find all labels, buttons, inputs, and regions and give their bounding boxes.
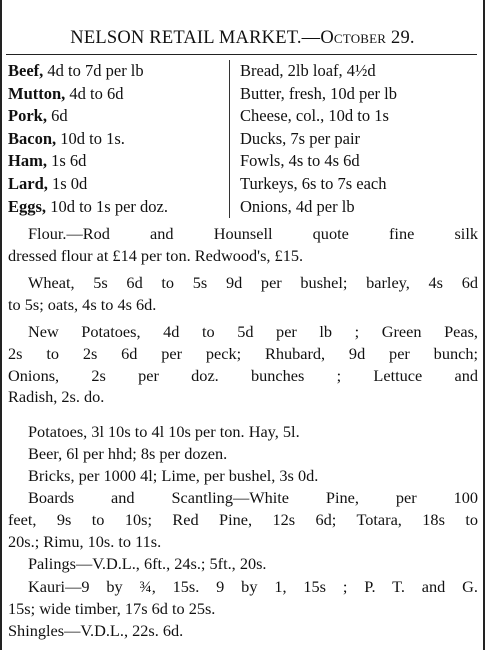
price-row — [8, 105, 397, 128]
paragraph-potatoes — [8, 421, 478, 443]
paragraph-line: New Potatoes, 4d to 5d per lb ; Green Peas, — [28, 322, 478, 341]
right-item: Butter, fresh, 10d per lb — [229, 83, 397, 106]
left-item-name: Mutton, — [8, 83, 66, 103]
left-item-name: Lard, — [8, 173, 48, 193]
paragraph-line: Bricks, per 1000 4l; Lime, per bushel, 3s 0d. — [28, 466, 319, 485]
left-item-name: Eggs, — [8, 196, 47, 216]
price-row — [8, 196, 397, 219]
left-item-price: 4d to 7d per lb — [43, 61, 144, 80]
price-row — [8, 60, 397, 83]
paragraph-vegetables — [8, 321, 478, 408]
paragraph-wheat — [8, 272, 478, 316]
paragraph-line: 2s to 2s 6d per peck; Rhubard, 9d per bunch; — [8, 343, 478, 363]
left-item-price: 10d to 1s. — [56, 128, 125, 148]
paragraph-shingles — [8, 620, 478, 642]
paragraph-line: 20s.; Rimu, 10s. to 11s. — [8, 531, 162, 551]
price-row — [8, 128, 397, 151]
right-item: Fowls, 4s to 4s 6d — [229, 150, 360, 173]
paragraph-line: Palings—V.D.L., 6ft., 24s.; 5ft., 20s. — [28, 554, 267, 573]
paragraph-line: Boards and Scantling—White Pine, per 100 — [28, 488, 478, 507]
price-table — [8, 60, 397, 218]
left-item-name: Ham, — [8, 151, 47, 171]
left-item-name: Beef, — [8, 61, 44, 80]
paragraph-beer — [8, 443, 478, 465]
right-item: Turkeys, 6s to 7s each — [229, 173, 387, 196]
price-row — [8, 83, 397, 106]
left-item-price: 6d — [46, 106, 68, 126]
paragraph-line: Onions, 2s per doz. bunches ; Lettuce and — [8, 365, 478, 385]
paragraph-line: Radish, 2s. do. — [8, 387, 105, 407]
left-item-price: 4d to 6d — [65, 83, 124, 103]
price-row — [8, 173, 397, 196]
paragraph-line: to 5s; oats, 4s to 4s 6d. — [8, 294, 157, 314]
paragraph-line: Kauri—9 by ¾, 15s. 9 by 1, 15s ; P. T. and G. — [28, 577, 478, 596]
headline-rule — [6, 54, 477, 55]
paragraph-boards — [8, 487, 478, 552]
price-row — [8, 150, 397, 173]
right-item: Bread, 2lb loaf, 4½d — [229, 60, 376, 83]
headline-main: NELSON RETAIL MARKET.— — [70, 28, 321, 48]
paragraph-line: Shingles—V.D.L., 22s. 6d. — [8, 621, 184, 640]
paragraph-bricks — [8, 465, 478, 487]
paragraph-line: Beer, 6l per hhd; 8s per dozen. — [28, 444, 228, 463]
left-item-price: 1s 0d — [47, 173, 88, 193]
right-item: Ducks, 7s per pair — [229, 128, 360, 151]
paragraph-kauri — [8, 576, 478, 620]
left-item-name: Bacon, — [8, 128, 57, 148]
headline — [2, 28, 483, 49]
paragraph-line: 15s; wide timber, 17s 6d to 25s. — [8, 598, 216, 618]
paragraph-line: Potatoes, 3l 10s to 4l 10s per ton. Hay, 5l. — [28, 422, 300, 441]
paragraph-line: feet, 9s to 10s; Red Pine, 12s 6d; Totara, 18s to — [8, 509, 478, 529]
paragraph-line: dressed flour at £14 per ton. Redwood's, £15. — [8, 245, 304, 265]
paragraph-palings — [8, 553, 478, 575]
right-item: Cheese, col., 10d to 1s — [229, 105, 389, 128]
paragraph-line: Wheat, 5s 6d to 5s 9d per bushel; barley, 4s 6d — [28, 273, 478, 292]
paragraph-line: Flour.—Rod and Hounsell quote fine silk — [28, 224, 478, 243]
right-item: Onions, 4d per lb — [229, 196, 355, 219]
left-item-price: 10d to 1s per doz. — [46, 196, 168, 216]
left-item-price: 1s 6d — [46, 151, 87, 171]
headline-date: October 29. — [320, 28, 415, 48]
paragraph-flour — [8, 223, 478, 267]
left-item-name: Pork, — [8, 106, 47, 126]
